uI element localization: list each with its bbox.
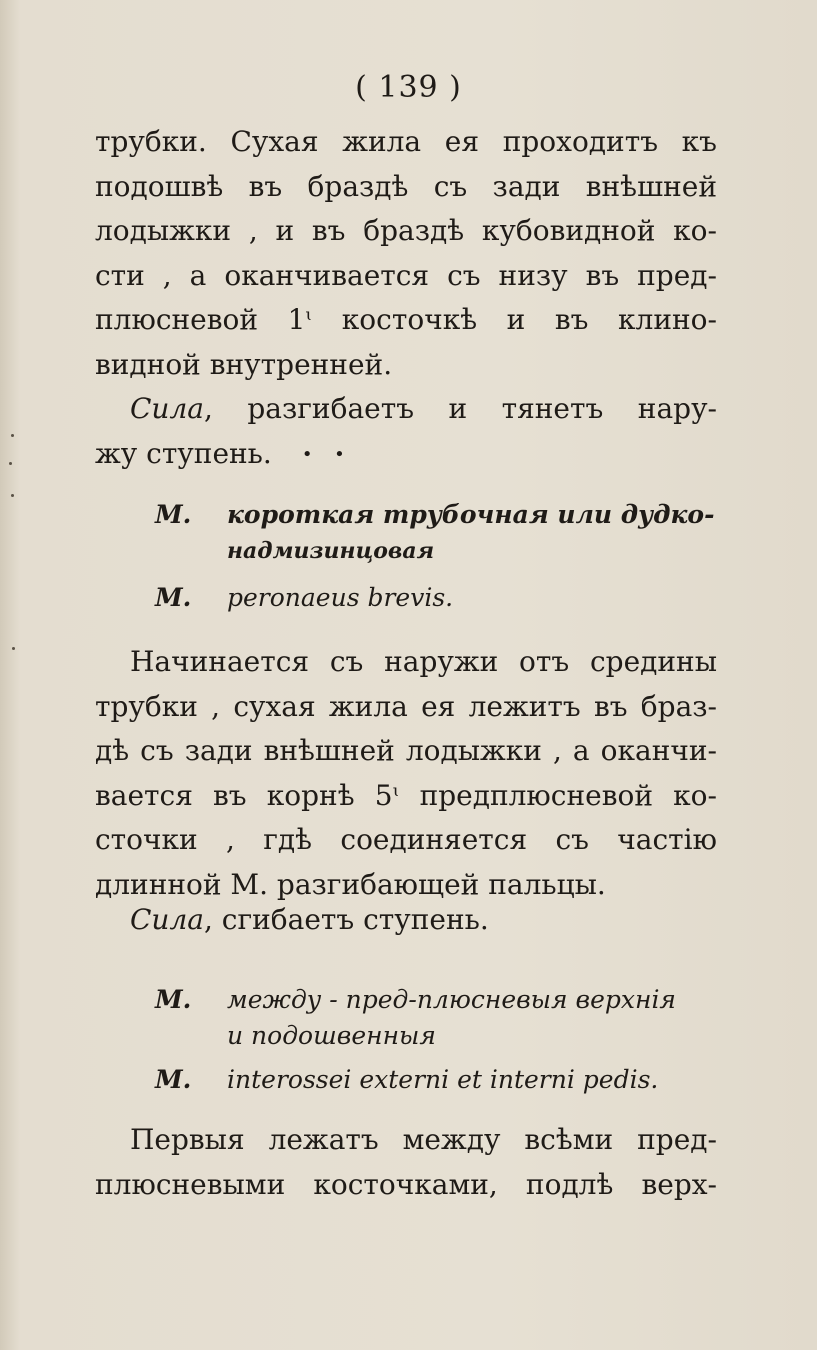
margin-speck <box>12 647 15 650</box>
margin-speck <box>9 462 12 465</box>
muscle-latin-heading <box>155 1062 725 1098</box>
heading-line <box>155 982 725 1018</box>
description-paragraph <box>95 1118 717 1207</box>
text-line: Начинается съ наружи отъ средины <box>130 645 717 678</box>
sila-text: жу ступень. <box>95 436 272 470</box>
heading-line <box>155 580 725 616</box>
sila-label: Сила <box>130 903 204 936</box>
latin-name: peronaeus brevis. <box>227 583 454 612</box>
heading-label: М. <box>155 985 192 1014</box>
muscle-heading <box>155 497 725 569</box>
heading-title: короткая трубочная или дудко- <box>227 500 715 529</box>
sila-text: , сгибаетъ ступень. <box>203 903 489 936</box>
text-line: сти , а оканчивается съ низу въ пред- <box>95 258 717 292</box>
text-line: видной внутренней. <box>95 347 393 381</box>
text-line: длинной М. разгибающей пальцы. <box>95 867 606 901</box>
latin-name: interossei externi et interni pedis. <box>227 1065 659 1094</box>
heading-title-cont: надмизинцовая <box>227 538 435 564</box>
ornament-dots: • • <box>301 443 353 465</box>
margin-speck <box>11 434 14 437</box>
text-line <box>95 387 717 432</box>
text-line: сточки , гдѣ соединяется съ частію <box>95 823 717 856</box>
text-line: трубки , сухая жила ея лежитъ въ браз- <box>95 689 717 723</box>
margin-speck <box>11 494 14 497</box>
heading-line <box>155 1062 725 1098</box>
action-paragraph <box>95 898 717 943</box>
text-line: плюсневыми косточками, подлѣ верх- <box>95 1167 717 1201</box>
page-number: ( 139 ) <box>355 70 462 105</box>
text-line: лодыжки , и въ браздѣ кубовидной ко- <box>95 214 717 247</box>
heading-label: М. <box>155 500 192 529</box>
paragraph-continued <box>95 120 717 387</box>
muscle-latin-heading <box>155 580 725 616</box>
heading-label: М. <box>155 583 192 612</box>
text-line: Первыя лежатъ между всѣми пред- <box>130 1123 717 1156</box>
text-line: плюсневой 1ᶥ косточкѣ и въ клино- <box>95 303 717 336</box>
action-paragraph <box>95 387 717 477</box>
heading-label: М. <box>155 1065 192 1094</box>
muscle-heading <box>155 982 725 1054</box>
text-line: вается въ корнѣ 5ᶥ предплюсневой ко- <box>95 778 717 812</box>
text-line: подошвѣ въ браздѣ съ зади внѣшней <box>95 169 717 203</box>
text-line <box>95 432 717 478</box>
heading-title-cont: и подошвенныя <box>227 1021 436 1050</box>
heading-title: между - пред-плюсневыя верхнія <box>227 985 676 1014</box>
text-line <box>95 898 717 943</box>
text-line: трубки. Сухая жила ея проходитъ къ <box>95 125 717 158</box>
sila-text: , разгибаетъ и тянетъ нару- <box>203 392 717 425</box>
description-paragraph <box>95 640 717 907</box>
heading-line <box>155 497 725 533</box>
text-line: дѣ съ зади внѣшней лодыжки , а оканчи- <box>95 734 717 767</box>
sila-label: Сила <box>130 392 204 425</box>
